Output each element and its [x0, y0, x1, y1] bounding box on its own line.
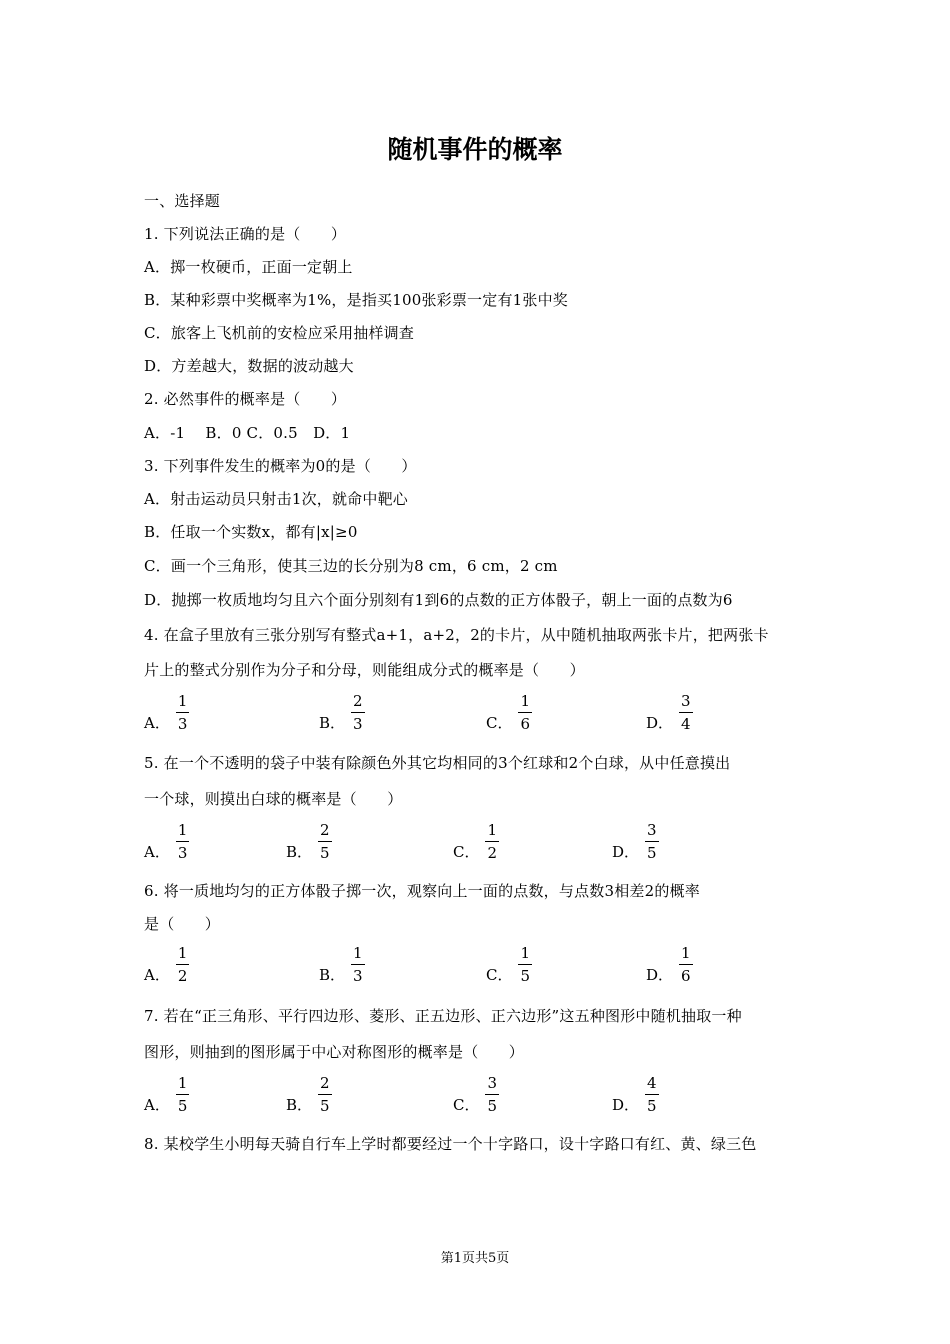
option-label: C． — [486, 714, 513, 732]
question-5-option-c — [453, 822, 499, 862]
question-4-option-a — [144, 693, 189, 733]
question-8-stem: 8. 某校学生小明每天骑自行车上学时都要经过一个十字路口，设十字路口有红、黄、绿三色 — [144, 1135, 757, 1153]
question-6-option-d — [646, 945, 693, 985]
option-label: B． — [286, 843, 313, 861]
option-label: B． — [319, 966, 346, 984]
denominator: 3 — [177, 715, 188, 733]
denominator: 6 — [520, 715, 531, 733]
page-footer: 第1页共5页 — [440, 1251, 510, 1266]
fraction — [645, 822, 659, 862]
question-4-stem-line-1: 4. 在盒子里放有三张分别写有整式a+1，a+2，2的卡片，从中随机抽取两张卡片，把两张卡 — [144, 626, 769, 644]
question-4-stem-line-2: 片上的整式分别作为分子和分母，则能组成分式的概率是（ ） — [144, 661, 585, 679]
question-6-option-b — [319, 945, 365, 985]
question-5-option-d — [612, 822, 659, 862]
numerator: 2 — [351, 693, 365, 713]
option-label: A． — [144, 843, 170, 861]
question-1-option-a: A．掷一枚硬币，正面一定朝上 — [144, 258, 353, 276]
question-1-option-d: D．方差越大，数据的波动越大 — [144, 357, 354, 375]
fraction — [485, 822, 499, 862]
question-5-stem-line-2: 一个球，则摸出白球的概率是（ ） — [144, 790, 403, 808]
question-1-option-b: B．某种彩票中奖概率为1%，是指买100张彩票一定有1张中奖 — [144, 291, 568, 309]
denominator: 5 — [647, 1097, 657, 1115]
question-3-option-c: C．画一个三角形，使其三边的长分别为8 cm，6 cm，2 cm — [144, 557, 558, 575]
option-label: C． — [486, 966, 513, 984]
section-heading: 一、选择题 — [144, 192, 221, 210]
fraction — [176, 822, 190, 862]
denominator: 5 — [520, 967, 531, 985]
question-7-stem-line-1: 7. 若在“正三角形、平行四边形、菱形、正五边形、正六边形”这五种图形中随机抽取一种 — [144, 1007, 742, 1025]
question-6-stem-line-2: 是（ ） — [144, 915, 221, 933]
numerator: 1 — [176, 693, 190, 713]
fraction — [318, 822, 332, 862]
question-5-stem-line-1: 5. 在一个不透明的袋子中装有除颜色外其它均相同的3个红球和2个白球，从中任意摸出 — [144, 754, 731, 772]
question-2-stem: 2. 必然事件的概率是（ ） — [144, 390, 347, 408]
fraction — [318, 1075, 332, 1115]
option-label: D． — [646, 714, 674, 732]
fraction — [351, 693, 365, 733]
numerator: 1 — [518, 693, 532, 713]
fraction — [485, 1075, 499, 1115]
numerator: 1 — [176, 1075, 190, 1095]
denominator: 6 — [681, 967, 691, 985]
option-label: A． — [144, 714, 170, 732]
denominator: 5 — [320, 1097, 330, 1115]
denominator: 5 — [320, 844, 330, 862]
option-label: C． — [453, 1096, 480, 1114]
question-5-option-b — [286, 822, 332, 862]
numerator: 3 — [645, 822, 659, 842]
option-label: A． — [144, 1096, 170, 1114]
question-7-option-d — [612, 1075, 659, 1115]
numerator: 1 — [176, 945, 190, 965]
fraction — [679, 945, 693, 985]
denominator: 5 — [177, 1097, 188, 1115]
option-label: D． — [612, 843, 640, 861]
option-label: C． — [453, 843, 480, 861]
question-4-option-c — [486, 693, 532, 733]
numerator: 1 — [485, 822, 499, 842]
option-label: D． — [646, 966, 674, 984]
denominator: 3 — [353, 715, 363, 733]
question-6-option-a — [144, 945, 189, 985]
fraction — [351, 945, 365, 985]
question-3-option-a: A．射击运动员只射击1次，就命中靶心 — [144, 490, 408, 508]
fraction — [518, 693, 532, 733]
denominator: 5 — [647, 844, 657, 862]
fraction — [176, 1075, 190, 1115]
question-1-option-c: C．旅客上飞机前的安检应采用抽样调查 — [144, 324, 415, 342]
numerator: 3 — [485, 1075, 499, 1095]
document-title: 随机事件的概率 — [387, 135, 563, 164]
denominator: 5 — [487, 1097, 498, 1115]
numerator: 2 — [318, 1075, 332, 1095]
numerator: 3 — [679, 693, 693, 713]
denominator: 4 — [681, 715, 691, 733]
denominator: 3 — [177, 844, 188, 862]
numerator: 1 — [518, 945, 532, 965]
numerator: 1 — [351, 945, 365, 965]
question-7-option-c — [453, 1075, 499, 1115]
question-5-option-a — [144, 822, 189, 862]
denominator: 3 — [353, 967, 363, 985]
question-6-option-c — [486, 945, 532, 985]
fraction — [679, 693, 693, 733]
question-4-option-d — [646, 693, 693, 733]
denominator: 2 — [487, 844, 498, 862]
fraction — [645, 1075, 659, 1115]
question-4-option-b — [319, 693, 365, 733]
numerator: 1 — [679, 945, 693, 965]
question-7-option-b — [286, 1075, 332, 1115]
question-7-stem-line-2: 图形，则抽到的图形属于中心对称图形的概率是（ ） — [144, 1043, 525, 1061]
fraction — [518, 945, 532, 985]
fraction — [176, 945, 190, 985]
numerator: 4 — [645, 1075, 659, 1095]
option-label: A． — [144, 966, 170, 984]
option-label: B． — [319, 714, 346, 732]
question-2-options: A．-1 B．0 C．0.5 D．1 — [144, 424, 351, 442]
question-3-option-d: D．抛掷一枚质地均匀且六个面分别刻有1到6的点数的正方体骰子，朝上一面的点数为6 — [144, 591, 733, 609]
option-label: D． — [612, 1096, 640, 1114]
numerator: 1 — [176, 822, 190, 842]
denominator: 2 — [177, 967, 188, 985]
question-7-option-a — [144, 1075, 189, 1115]
question-6-stem-line-1: 6. 将一质地均匀的正方体骰子掷一次，观察向上一面的点数，与点数3相差2的概率 — [144, 882, 700, 900]
fraction — [176, 693, 190, 733]
question-1-stem: 1. 下列说法正确的是（ ） — [144, 225, 347, 243]
question-3-stem: 3. 下列事件发生的概率为0的是（ ） — [144, 457, 417, 475]
question-3-option-b: B．任取一个实数x，都有|x|≥0 — [144, 523, 358, 541]
numerator: 2 — [318, 822, 332, 842]
option-label: B． — [286, 1096, 313, 1114]
